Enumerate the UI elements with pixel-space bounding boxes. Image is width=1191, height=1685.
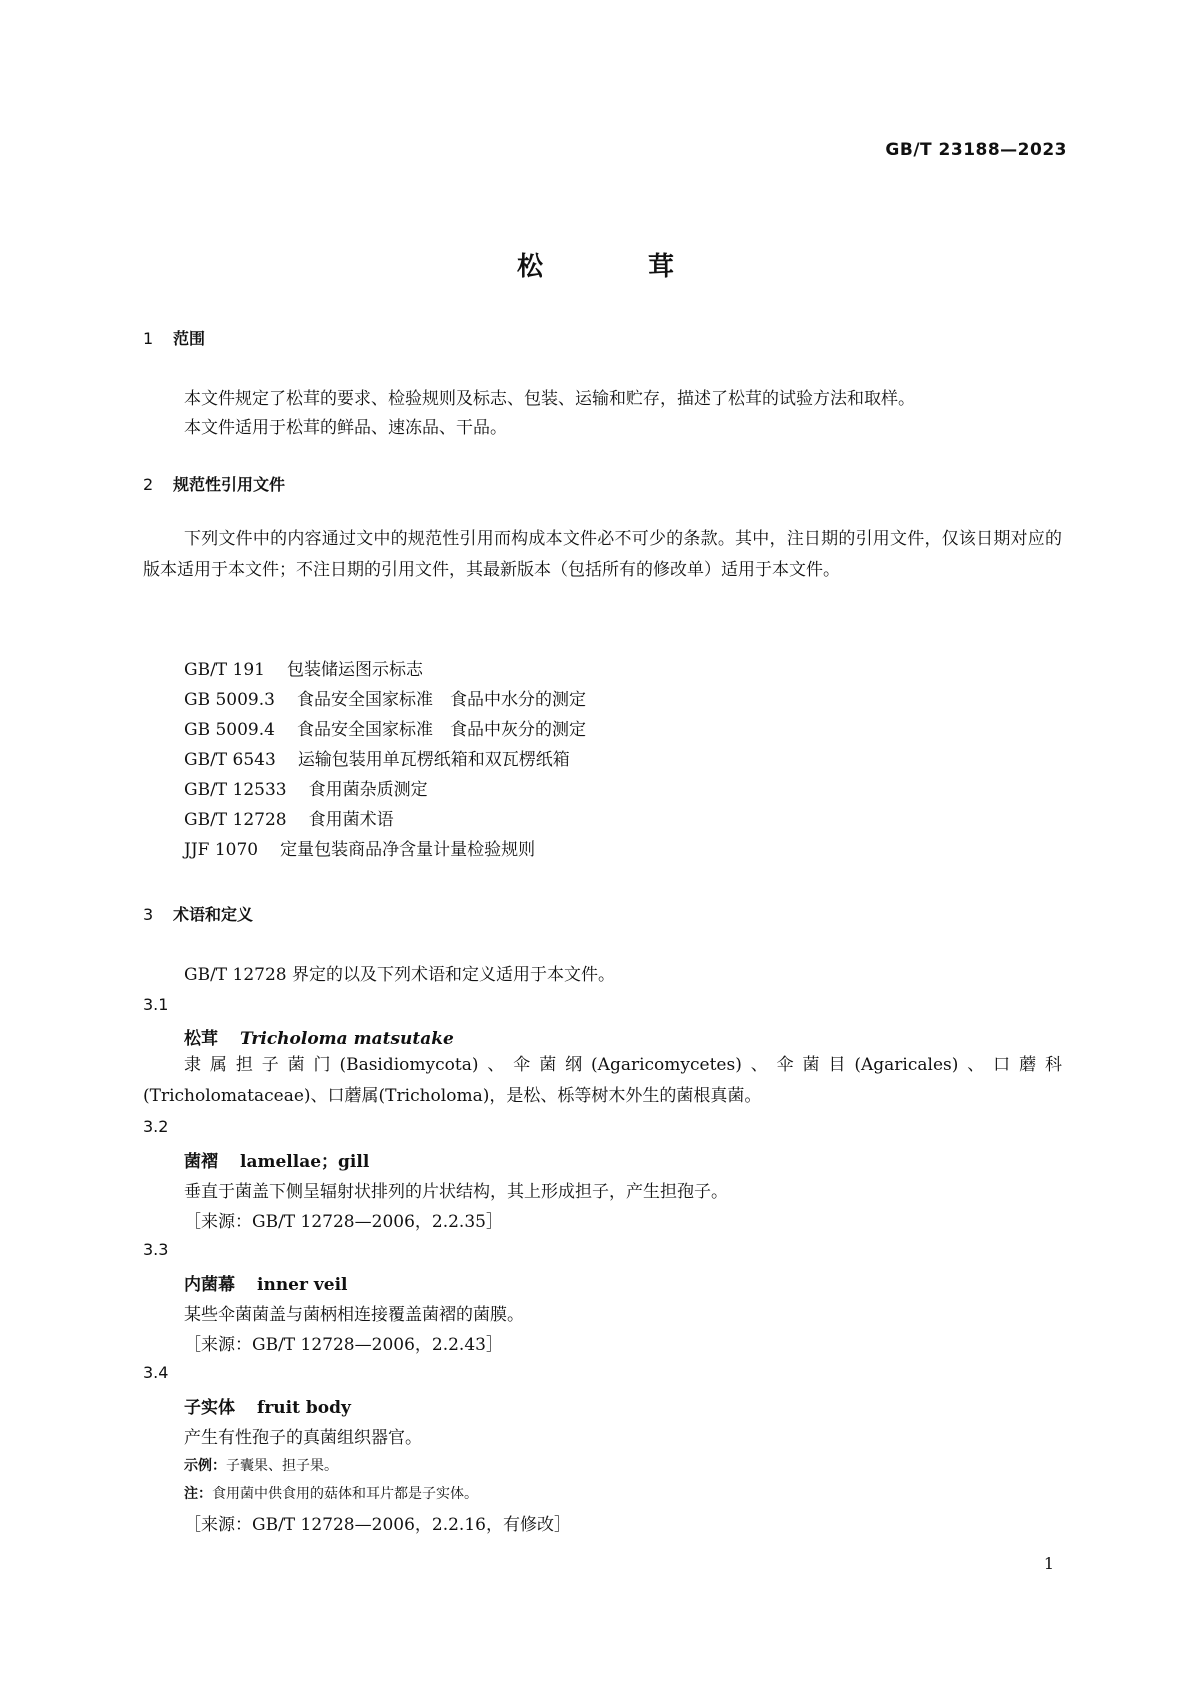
term-definition: 隶属担子菌门(Basidiomycota)、伞菌纲(Agaricomycetes)、伞菌目(Agaricales)、口蘑科(Tricholomataceae)、口蘑属(Tricholoma)，是松、栎等树木外生的菌根真菌。: [143, 1055, 1062, 1106]
reference-list: [184, 655, 586, 865]
note-text: 食用菌中供食用的菇体和耳片都是子实体。: [212, 1486, 478, 1502]
reference-code: GB/T 191: [184, 660, 265, 680]
terms-intro: GB/T 12728 界定的以及下列术语和定义适用于本文件。: [184, 965, 616, 985]
section-3-heading: [143, 902, 253, 925]
reference-title: 运输包装用单瓦楞纸箱和双瓦楞纸箱: [297, 750, 570, 770]
note-label: 注：: [184, 1486, 212, 1502]
standard-number: GB/T 23188—2023: [885, 140, 1067, 160]
reference-title: 食品安全国家标准 食品中灰分的测定: [296, 720, 586, 740]
reference-title: 食品安全国家标准 食品中水分的测定: [296, 690, 586, 710]
reference-code: GB/T 6543: [184, 750, 276, 770]
reference-code: GB/T 12728: [184, 810, 287, 830]
references-intro: 下列文件中的内容通过文中的规范性引用而构成本文件必不可少的条款。其中，注日期的引用文件，仅该日期对应的版本适用于本文件；不注日期的引用文件，其最新版本（包括所有的修改单）适用于本文件。: [143, 529, 1062, 580]
term-zh: 菌褶: [184, 1152, 218, 1172]
term-definition: 产生有性孢子的真菌组织器官。: [184, 1428, 422, 1448]
term-heading: [184, 1024, 454, 1049]
section-number: 3: [143, 905, 154, 924]
reference-title: 食用菌杂质测定: [308, 780, 428, 800]
term-heading: [184, 1270, 347, 1295]
section-number: 1: [143, 329, 154, 348]
term-en: inner veil: [257, 1275, 348, 1295]
example-text: 子囊果、担子果。: [226, 1458, 338, 1474]
reference-item: [184, 685, 586, 715]
scope-paragraph-1: 本文件规定了松茸的要求、检验规则及标志、包装、运输和贮存，描述了松茸的试验方法和取样。: [184, 389, 915, 409]
reference-item: [184, 835, 586, 865]
title-char-1: 松: [516, 252, 543, 282]
term-source: ［来源：GB/T 12728—2006，2.2.35］: [184, 1212, 503, 1232]
term-example: [184, 1455, 338, 1475]
reference-item: [184, 745, 586, 775]
reference-code: JJF 1070: [184, 840, 259, 860]
term-number: 3.4: [143, 1363, 169, 1382]
page-number: 1: [1043, 1554, 1054, 1573]
reference-item: [184, 805, 586, 835]
reference-item: [184, 655, 586, 685]
reference-code: GB 5009.3: [184, 690, 275, 710]
term-heading: [184, 1393, 351, 1418]
example-label: 示例：: [184, 1458, 226, 1474]
reference-code: GB/T 12533: [184, 780, 287, 800]
reference-title: 食用菌术语: [308, 810, 394, 830]
term-source: ［来源：GB/T 12728—2006，2.2.16，有修改］: [184, 1515, 571, 1535]
section-title: 规范性引用文件: [173, 475, 286, 494]
term-zh: 子实体: [184, 1398, 235, 1418]
term-number: 3.2: [143, 1117, 169, 1136]
reference-code: GB 5009.4: [184, 720, 275, 740]
section-title: 范围: [173, 329, 206, 348]
term-definition: 垂直于菌盖下侧呈辐射状排列的片状结构，其上形成担子，产生担孢子。: [184, 1182, 728, 1202]
section-title: 术语和定义: [173, 905, 254, 924]
term-definition: 某些伞菌菌盖与菌柄相连接覆盖菌褶的菌膜。: [184, 1305, 524, 1325]
term-zh: 内菌幕: [184, 1275, 235, 1295]
reference-title: 包装储运图示标志: [287, 660, 423, 680]
term-en: lamellae；gill: [240, 1152, 370, 1172]
term-number: 3.1: [143, 995, 169, 1014]
section-number: 2: [143, 475, 154, 494]
term-number: 3.3: [143, 1240, 169, 1259]
term-source: ［来源：GB/T 12728—2006，2.2.43］: [184, 1335, 503, 1355]
page-title: [0, 246, 1191, 283]
term-en: Tricholoma matsutake: [240, 1029, 454, 1049]
term-note: [184, 1483, 478, 1503]
section-1-heading: [143, 326, 205, 349]
reference-item: [184, 715, 586, 745]
term-heading: [184, 1147, 369, 1172]
title-char-2: 茸: [648, 252, 675, 282]
term-zh: 松茸: [184, 1029, 218, 1049]
scope-paragraph-2: 本文件适用于松茸的鲜品、速冻品、干品。: [184, 418, 507, 438]
reference-item: [184, 775, 586, 805]
term-en: fruit body: [257, 1398, 351, 1418]
reference-title: 定量包装商品净含量计量检验规则: [280, 840, 536, 860]
section-2-heading: [143, 472, 285, 495]
